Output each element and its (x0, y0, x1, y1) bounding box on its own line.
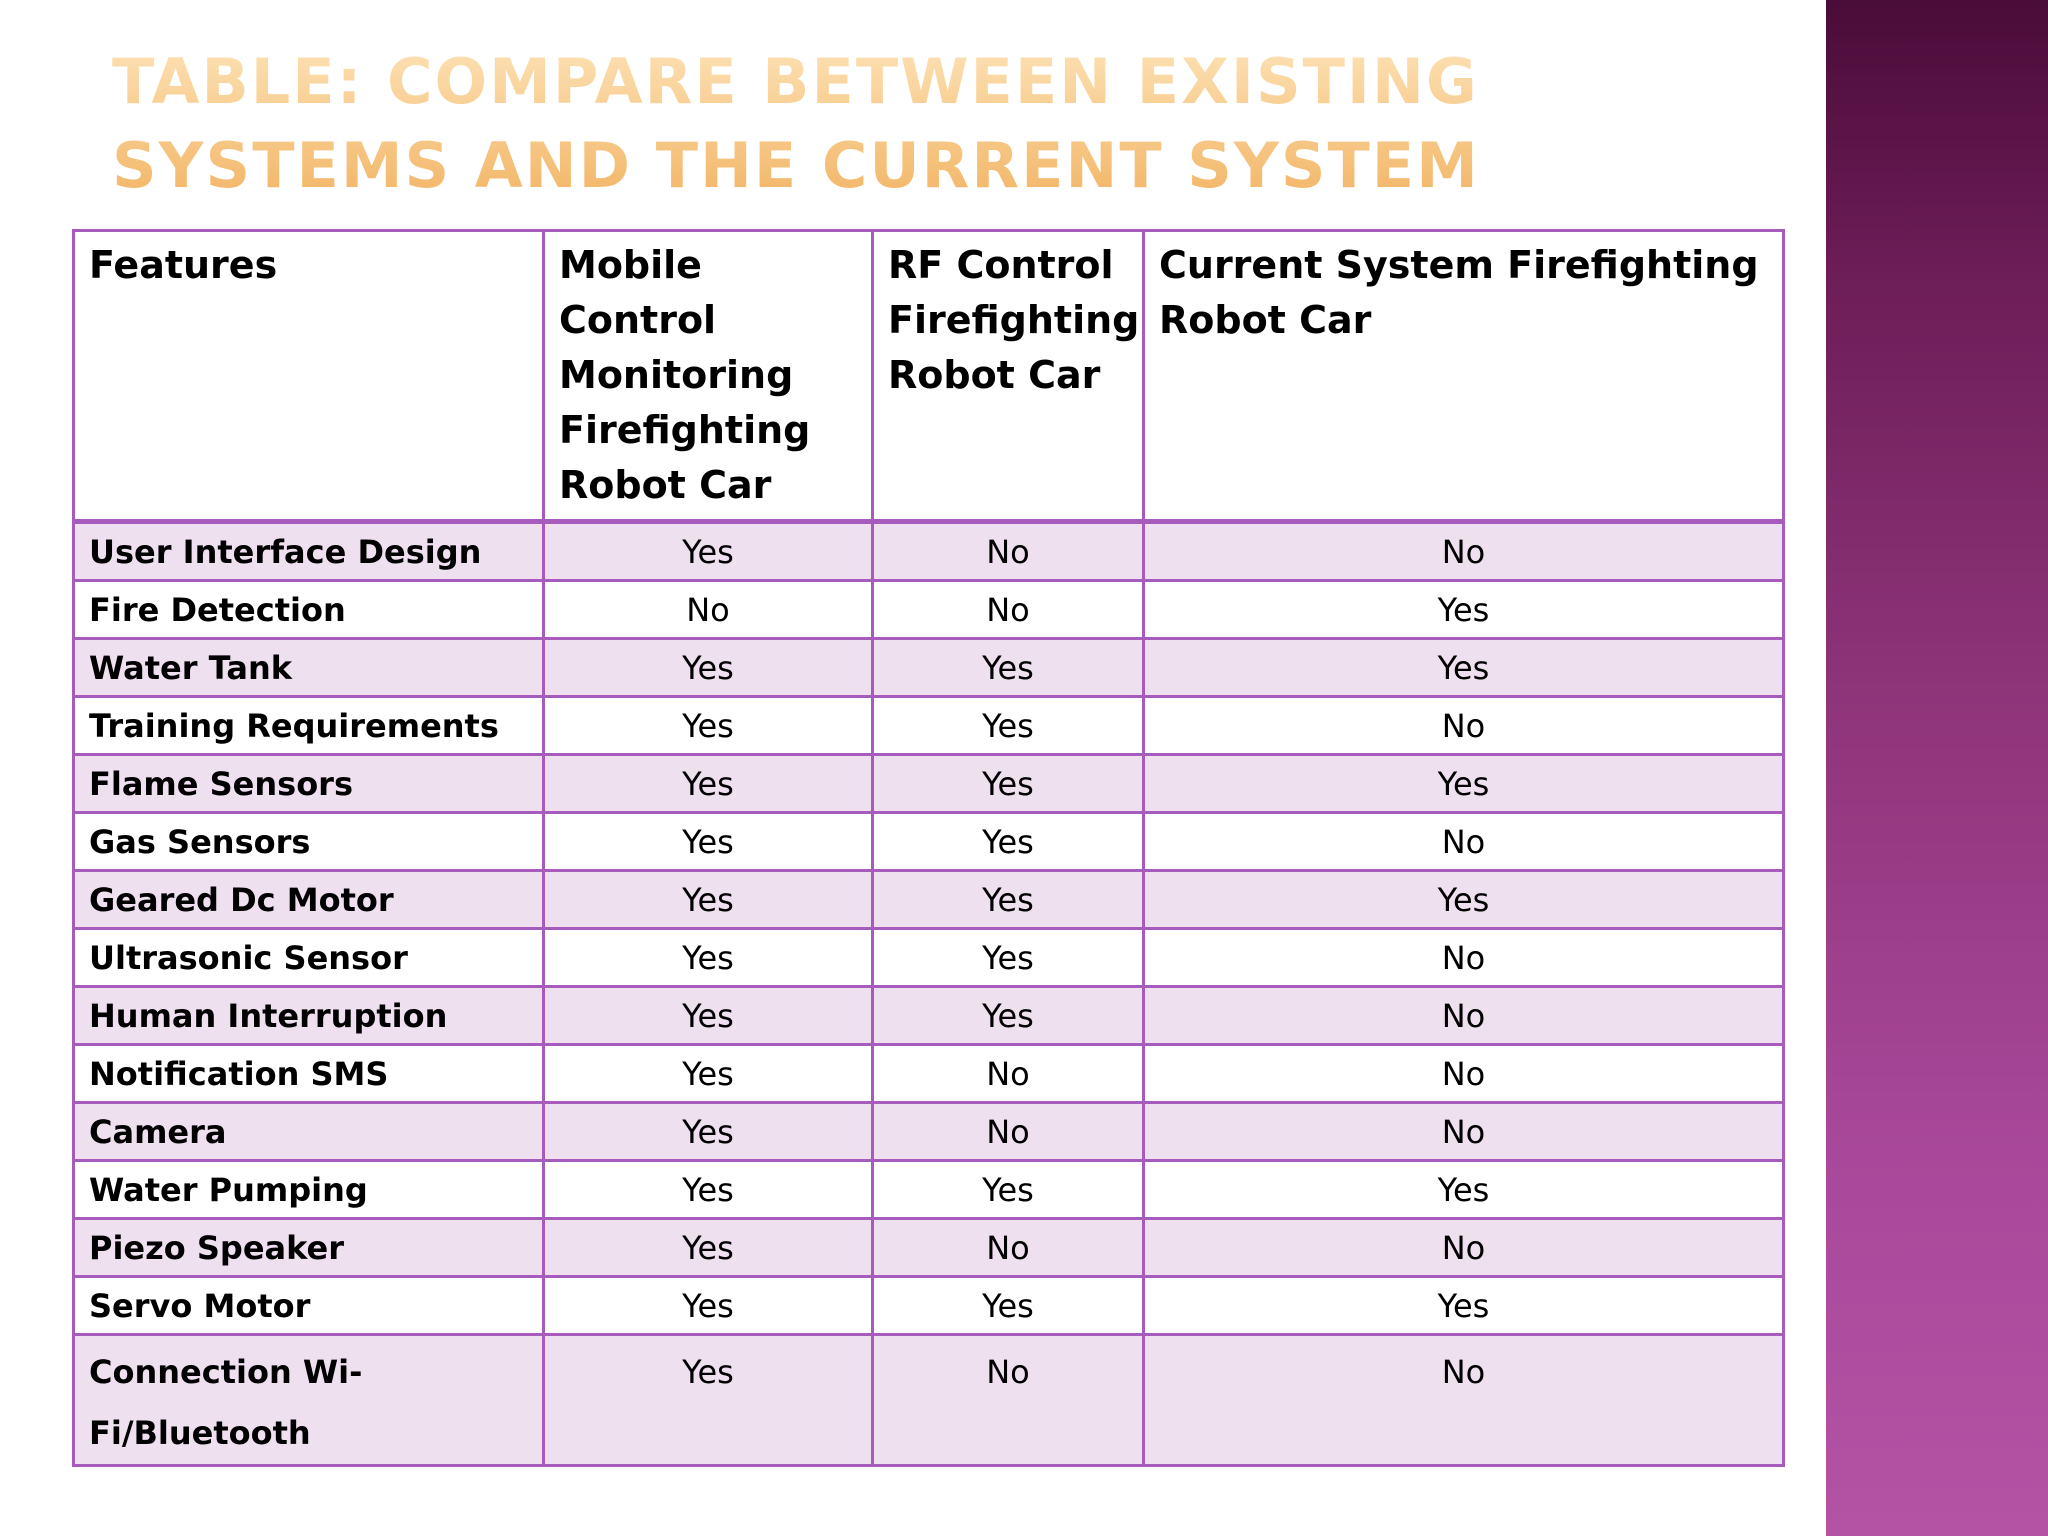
mobile-value-cell: Yes (544, 1277, 873, 1335)
header-features: Features (74, 231, 544, 522)
feature-cell: Geared Dc Motor (74, 871, 544, 929)
feature-cell: Fire Detection (74, 581, 544, 639)
rf-value-cell: No (873, 1219, 1144, 1277)
rf-value-cell: No (873, 581, 1144, 639)
table-row (74, 987, 1784, 1045)
current-value-cell: No (1144, 813, 1784, 871)
table-row (74, 639, 1784, 697)
table-row (74, 1335, 1784, 1466)
current-value-cell: Yes (1144, 1161, 1784, 1219)
feature-cell: User Interface Design (74, 522, 544, 581)
mobile-value-cell: Yes (544, 697, 873, 755)
side-decoration-panel (1826, 0, 2048, 1536)
table-row (74, 871, 1784, 929)
current-value-cell: Yes (1144, 755, 1784, 813)
feature-cell: Human Interruption (74, 987, 544, 1045)
header-current-system: Current System Firefighting Robot Car (1144, 231, 1784, 522)
rf-value-cell: Yes (873, 639, 1144, 697)
table-row (74, 1277, 1784, 1335)
mobile-value-cell: Yes (544, 1219, 873, 1277)
rf-value-cell: No (873, 1103, 1144, 1161)
mobile-value-cell: Yes (544, 871, 873, 929)
table-row (74, 1045, 1784, 1103)
current-value-cell: No (1144, 987, 1784, 1045)
mobile-value-cell: No (544, 581, 873, 639)
table-row (74, 755, 1784, 813)
current-value-cell: No (1144, 1103, 1784, 1161)
mobile-value-cell: Yes (544, 1335, 873, 1466)
table-row (74, 581, 1784, 639)
current-value-cell: Yes (1144, 871, 1784, 929)
table-row (74, 813, 1784, 871)
header-mobile-control: Mobile Control Monitoring Firefighting Robot Car (544, 231, 873, 522)
header-rf-control: RF Control Firefighting Robot Car (873, 231, 1144, 522)
table-row (74, 522, 1784, 581)
current-value-cell: No (1144, 522, 1784, 581)
rf-value-cell: No (873, 1045, 1144, 1103)
comparison-table (72, 229, 1785, 1467)
feature-cell: Flame Sensors (74, 755, 544, 813)
mobile-value-cell: Yes (544, 755, 873, 813)
table-body (74, 522, 1784, 1466)
feature-cell: Connection Wi-Fi/Bluetooth (74, 1335, 544, 1466)
rf-value-cell: Yes (873, 1161, 1144, 1219)
mobile-value-cell: Yes (544, 813, 873, 871)
current-value-cell: No (1144, 1045, 1784, 1103)
current-value-cell: Yes (1144, 581, 1784, 639)
feature-cell: Notification SMS (74, 1045, 544, 1103)
mobile-value-cell: Yes (544, 1161, 873, 1219)
current-value-cell: Yes (1144, 639, 1784, 697)
current-value-cell: Yes (1144, 1277, 1784, 1335)
table-row (74, 1161, 1784, 1219)
table-row (74, 1103, 1784, 1161)
feature-cell: Gas Sensors (74, 813, 544, 871)
feature-cell: Water Tank (74, 639, 544, 697)
feature-cell: Training Requirements (74, 697, 544, 755)
current-value-cell: No (1144, 1335, 1784, 1466)
rf-value-cell: Yes (873, 813, 1144, 871)
feature-cell: Camera (74, 1103, 544, 1161)
current-value-cell: No (1144, 929, 1784, 987)
feature-cell: Piezo Speaker (74, 1219, 544, 1277)
feature-cell: Water Pumping (74, 1161, 544, 1219)
mobile-value-cell: Yes (544, 929, 873, 987)
rf-value-cell: Yes (873, 871, 1144, 929)
rf-value-cell: Yes (873, 755, 1144, 813)
rf-value-cell: Yes (873, 929, 1144, 987)
table-row (74, 1219, 1784, 1277)
rf-value-cell: Yes (873, 987, 1144, 1045)
slide-title: TABLE: COMPARE BETWEEN EXISTING SYSTEMS AND THE CURRENT SYSTEM (112, 40, 1732, 208)
feature-cell: Servo Motor (74, 1277, 544, 1335)
rf-value-cell: Yes (873, 697, 1144, 755)
rf-value-cell: No (873, 1335, 1144, 1466)
mobile-value-cell: Yes (544, 1103, 873, 1161)
current-value-cell: No (1144, 697, 1784, 755)
feature-cell: Ultrasonic Sensor (74, 929, 544, 987)
table-header-row (74, 231, 1784, 522)
table-row (74, 697, 1784, 755)
mobile-value-cell: Yes (544, 639, 873, 697)
mobile-value-cell: Yes (544, 522, 873, 581)
rf-value-cell: No (873, 522, 1144, 581)
rf-value-cell: Yes (873, 1277, 1144, 1335)
mobile-value-cell: Yes (544, 987, 873, 1045)
table-row (74, 929, 1784, 987)
current-value-cell: No (1144, 1219, 1784, 1277)
mobile-value-cell: Yes (544, 1045, 873, 1103)
